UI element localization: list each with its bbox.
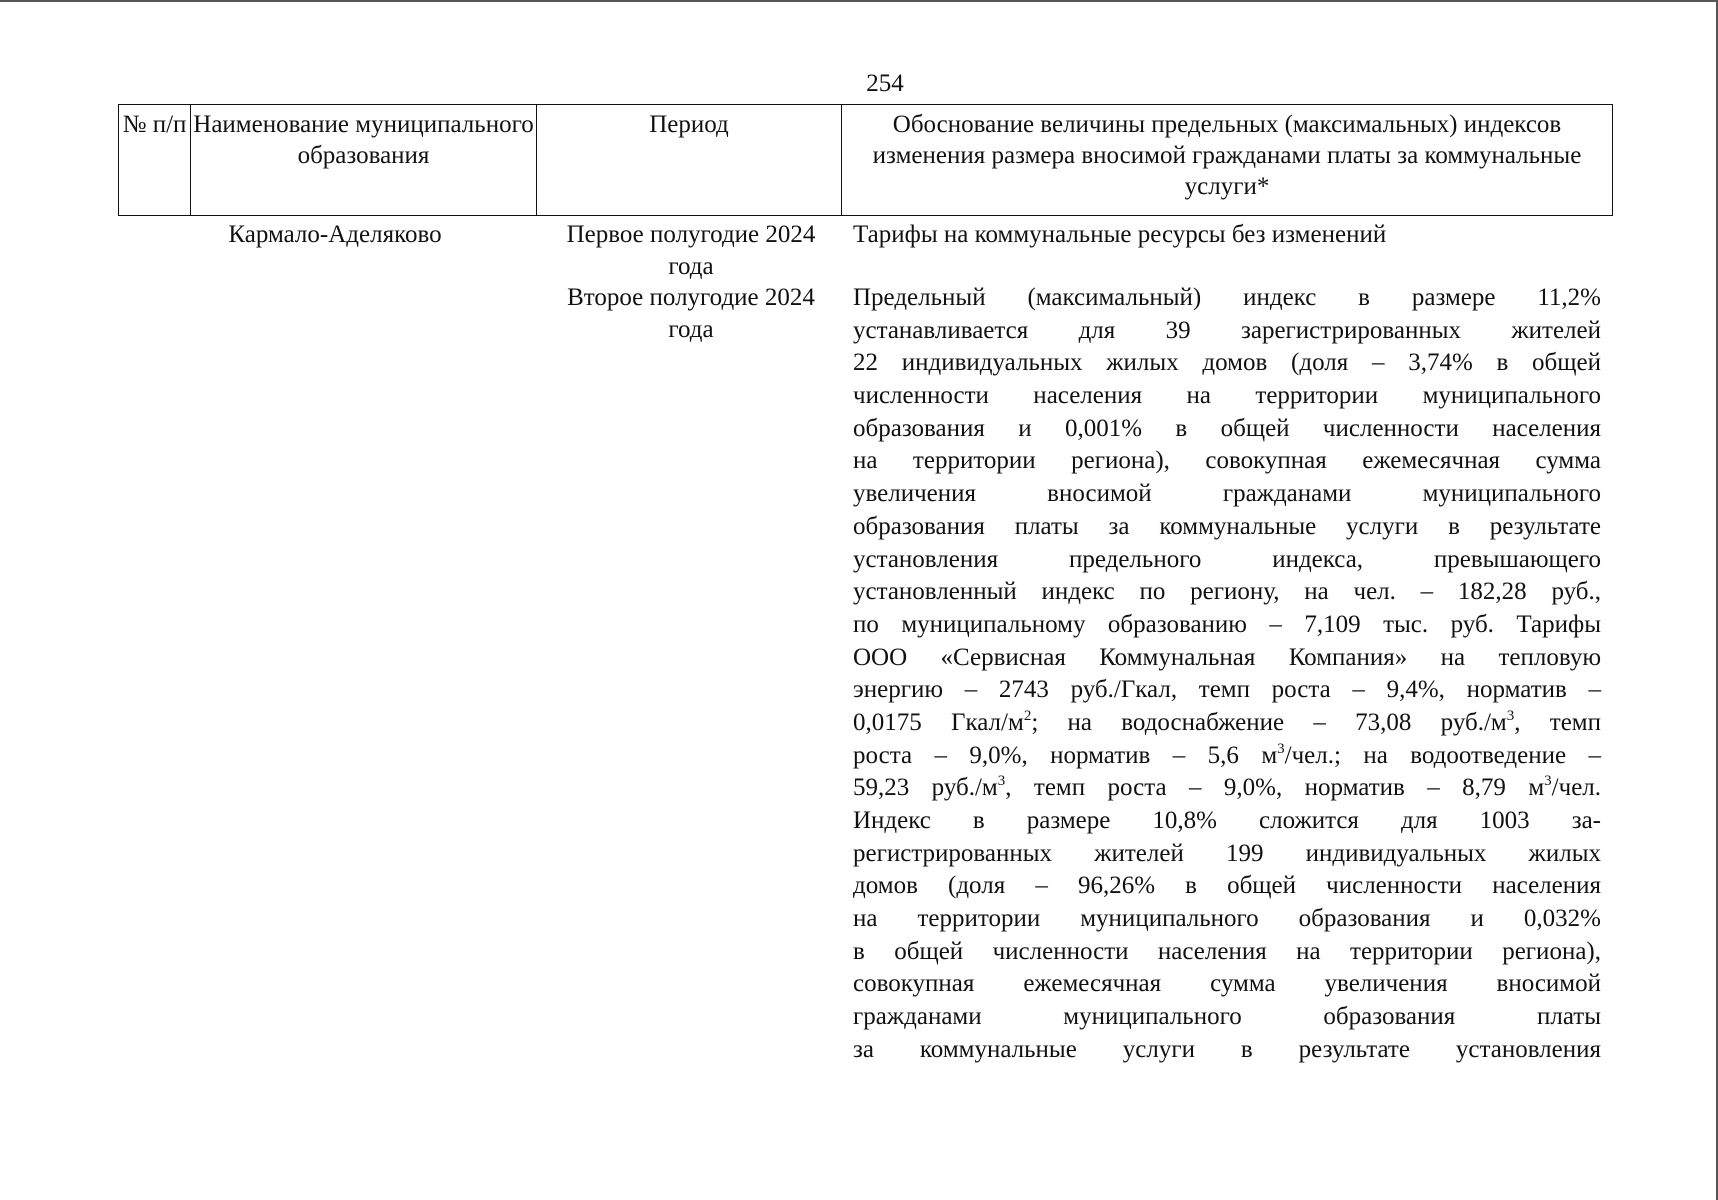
period-first-half: Первое полугодие 2024 года <box>566 221 816 280</box>
justification-line: образования и 0,001% в общей численности населения <box>853 414 1601 442</box>
justification-line: регистрированных жителей 199 индивидуальных жилых <box>853 839 1601 867</box>
page-number: 254 <box>866 70 904 97</box>
justification-line: 59,23 $руб./м^3$, темп роста – 9,0%, норматив – 8,79 $м^3$/чел. <box>853 773 1602 802</box>
period-second-half: Второе полугодие 2024 года <box>567 284 815 343</box>
header-col-period: Период <box>537 105 842 215</box>
justification-line: установления предельного индекса, превышающего <box>853 545 1601 573</box>
municipality-name: Кармало-Аделяково <box>228 221 442 248</box>
table-header <box>118 104 1613 216</box>
justification-line: гражданами муниципального образования платы <box>853 1003 1601 1031</box>
header-col-municipality: Наименование муниципального образования <box>191 105 537 215</box>
justification-line: по муниципальному образованию – 7,109 тыс. руб. Тарифы <box>853 610 1601 638</box>
justification-line: ООО «Сервисная Коммунальная Компания» на тепловую <box>853 643 1601 671</box>
justification-first-half: Тарифы на коммунальные ресурсы без изменений <box>853 221 1387 248</box>
justification-line: в общей численности населения на территории региона), <box>853 937 1601 965</box>
justification-line: домов (доля – 96,26% в общей численности населения <box>853 872 1601 900</box>
justification-line: 0,0175 Гкал/$м^2$; на водоснабжение – 73,08 $руб./м^3$, темп <box>853 707 1601 736</box>
justification-line: увеличения вносимой гражданами муниципального <box>853 480 1601 508</box>
justification-line: Предельный (максимальный) индекс в размере 11,2% <box>853 284 1601 311</box>
justification-line: на территории региона), совокупная ежемесячная сумма <box>853 447 1601 475</box>
header-col-justification: Обоснование величины предельных (максимальных) индексов изменения размера вносимой гражданами платы за коммунальные услуги* <box>872 111 1582 200</box>
justification-line: численности населения на территории муниципального <box>853 382 1601 410</box>
justification-line: устанавливается для 39 зарегистрированных жителей <box>853 316 1601 344</box>
justification-line: совокупная ежемесячная сумма увеличения вносимой <box>853 970 1601 998</box>
header-col-number: № п/п <box>119 105 191 215</box>
justification-second-half <box>853 282 1601 1067</box>
justification-line: роста – 9,0%, норматив – 5,6 $м^3$/чел.; на водоотведение – <box>853 740 1601 769</box>
justification-line: на территории муниципального образования и 0,032% <box>853 905 1601 933</box>
justification-line: установленный индекс по региону, на чел. – 182,28 руб., <box>853 578 1601 606</box>
justification-line: за коммунальные услуги в результате установления <box>853 1035 1601 1063</box>
justification-line: Индекс в размере 10,8% сложится для 1003 за- <box>853 807 1601 834</box>
justification-line: образования платы за коммунальные услуги в результате <box>853 512 1601 540</box>
justification-line: энергию – 2743 руб./Гкал, темп роста – 9,4%, норматив – <box>853 676 1601 704</box>
justification-line: 22 индивидуальных жилых домов (доля – 3,74% в общей <box>853 349 1601 377</box>
